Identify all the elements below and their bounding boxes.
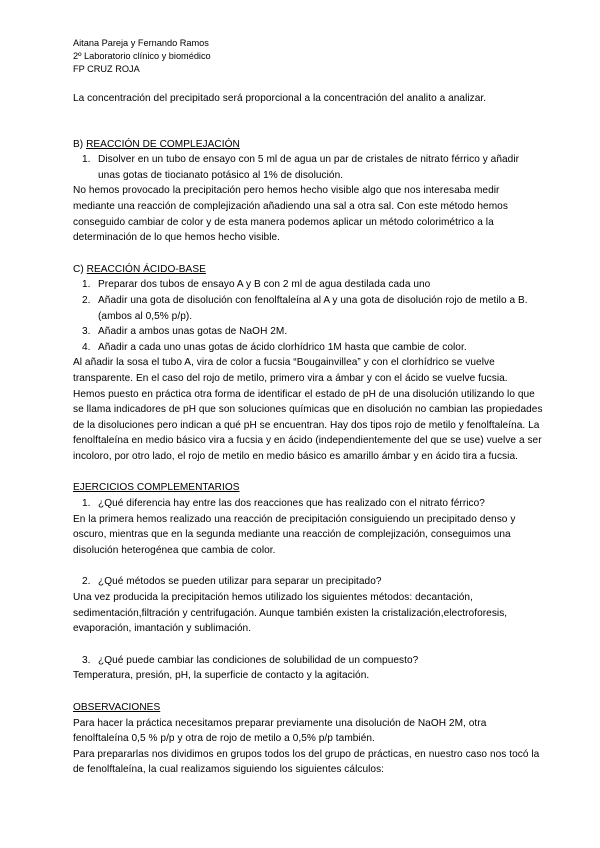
- list-number: 1.: [82, 279, 91, 291]
- list-number: 2.: [82, 294, 91, 306]
- list-item: [73, 340, 543, 356]
- section-b-prefix: B): [73, 138, 87, 150]
- list-item: [73, 324, 543, 340]
- list-item: [73, 293, 543, 324]
- list-item: [73, 152, 543, 183]
- exercise-question: ¿Qué diferencia hay entre las dos reacciones que has realizado con el nitrato férrico?: [98, 498, 485, 510]
- list-text: Añadir una gota de disolución con fenolftaleína al A y una gota de disolución rojo de metilo a B. (ambos al 0,5% p/p).: [98, 294, 528, 322]
- list-number: 4.: [82, 341, 91, 353]
- section-c-paragraph-1: Al añadir la sosa el tubo A, vira de color a fucsia “Bougainvillea” y con el clorhídrico se vuelve transparente. En el caso del rojo de metilo, primero vira a ámbar y con el ácido se vuelve fucsia.: [73, 357, 508, 384]
- list-text: Añadir a cada uno unas gotas de ácido clorhídrico 1M hasta que cambie de color.: [98, 341, 467, 353]
- section-c-title: REACCIÓN ÁCIDO-BASE: [86, 263, 206, 275]
- exercise-3: [73, 653, 543, 669]
- exercise-question: ¿Qué métodos se pueden utilizar para separar un precipitado?: [98, 576, 382, 588]
- exercises-title: EJERCICIOS COMPLEMENTARIOS: [73, 482, 240, 494]
- section-c-prefix: C): [73, 263, 87, 275]
- section-c-heading: [73, 262, 543, 278]
- document-body: [73, 91, 543, 778]
- document-header: [73, 37, 211, 76]
- list-text: Disolver en un tubo de ensayo con 5 ml de agua un par de cristales de nitrato férrico y añadir unas gotas de tiocianato potásico al 1% de disolución.: [98, 154, 520, 181]
- section-b-title: REACCIÓN DE COMPLEJACIÓN: [86, 138, 240, 150]
- header-course: 2º Laboratorio clínico y biomédico: [73, 51, 211, 61]
- list-item: [73, 496, 543, 512]
- section-c-paragraph-2: Hemos puesto en práctica otra forma de identificar el estado de pH de una disolución utilizando lo que se llama indicadores de pH que son soluciones químicas que en disolución no cambian las propiedades de la disoluciones pero indican a qué pH se encuentran. Hay dos tipos rojo de metilo y fenolftaleína. La fenolftaleína en medio básico vira a fucsia y en ácido (independientemente del que se use) vuelve a ser incoloro, por otro lado, el rojo de metilo en medio básico es amarillo ámbar y en ácido tira a fucsia.: [73, 388, 543, 462]
- header-school: FP CRUZ ROJA: [73, 64, 140, 74]
- list-item: [73, 653, 543, 669]
- list-number: 2.: [82, 576, 91, 588]
- list-number: 3.: [82, 654, 91, 666]
- list-item: [73, 574, 543, 590]
- header-authors: Aitana Pareja y Fernando Ramos: [73, 38, 209, 48]
- list-text: Preparar dos tubos de ensayo A y B con 2 ml de agua destilada cada uno: [98, 279, 431, 291]
- exercise-answer: Temperatura, presión, pH, la superficie de contacto y la agitación.: [73, 670, 370, 682]
- list-number: 1.: [82, 154, 91, 166]
- list-text: Añadir a ambos unas gotas de NaOH 2M.: [98, 326, 288, 338]
- section-c-steps: [73, 277, 543, 355]
- exercise-2: [73, 574, 543, 590]
- observations-paragraph-1: Para hacer la práctica necesitamos preparar previamente una disolución de NaOH 2M, otra fenolftaleína 0,5 % p/p y otra de rojo de metilo a 0,5% p/p también.: [73, 717, 487, 745]
- intro-paragraph: La concentración del precipitado será proporcional a la concentración del analito a analizar.: [73, 93, 487, 104]
- section-b-heading: [73, 137, 543, 153]
- observations-paragraph-2: Para prepararlas nos dividimos en grupos todos los del grupo de prácticas, en nuestro caso nos tocó la de fenolftaleína, la cual realizamos siguiendo los siguientes cálculos:: [73, 748, 540, 776]
- exercise-answer: En la primera hemos realizado una reacción de precipitación consiguiendo un precipitado denso y oscuro, mientras que en la segunda mediante una reacción de complejización, conseguimos una disolución heterogénea que cambia de color.: [73, 513, 516, 556]
- exercise-question: ¿Qué puede cambiar las condiciones de solubilidad de un compuesto?: [98, 654, 419, 666]
- observations-title: OBSERVACIONES: [73, 702, 161, 713]
- list-number: 1.: [82, 498, 91, 510]
- section-b-paragraph: No hemos provocado la precipitación pero hemos hecho visible algo que nos interesaba medir mediante una reacción de complejización añadiendo una sal a otra sal. Con este método hemos conseguido cambiar de color y de esta manera podemos aplicar un método colorimétrico a la determinación de lo que hemos hecho visible.: [73, 185, 508, 244]
- list-number: 3.: [82, 326, 91, 338]
- section-b-steps: [73, 152, 543, 183]
- exercise-answer: Una vez producida la precipitación hemos utilizado los siguientes métodos: decantación, sedimentación,filtración y centrifugación. Aunque también existen la cristalización,electroforesis, evaporación, imantación y sublimación.: [73, 592, 508, 635]
- list-item: [73, 277, 543, 293]
- exercise-1: [73, 496, 543, 512]
